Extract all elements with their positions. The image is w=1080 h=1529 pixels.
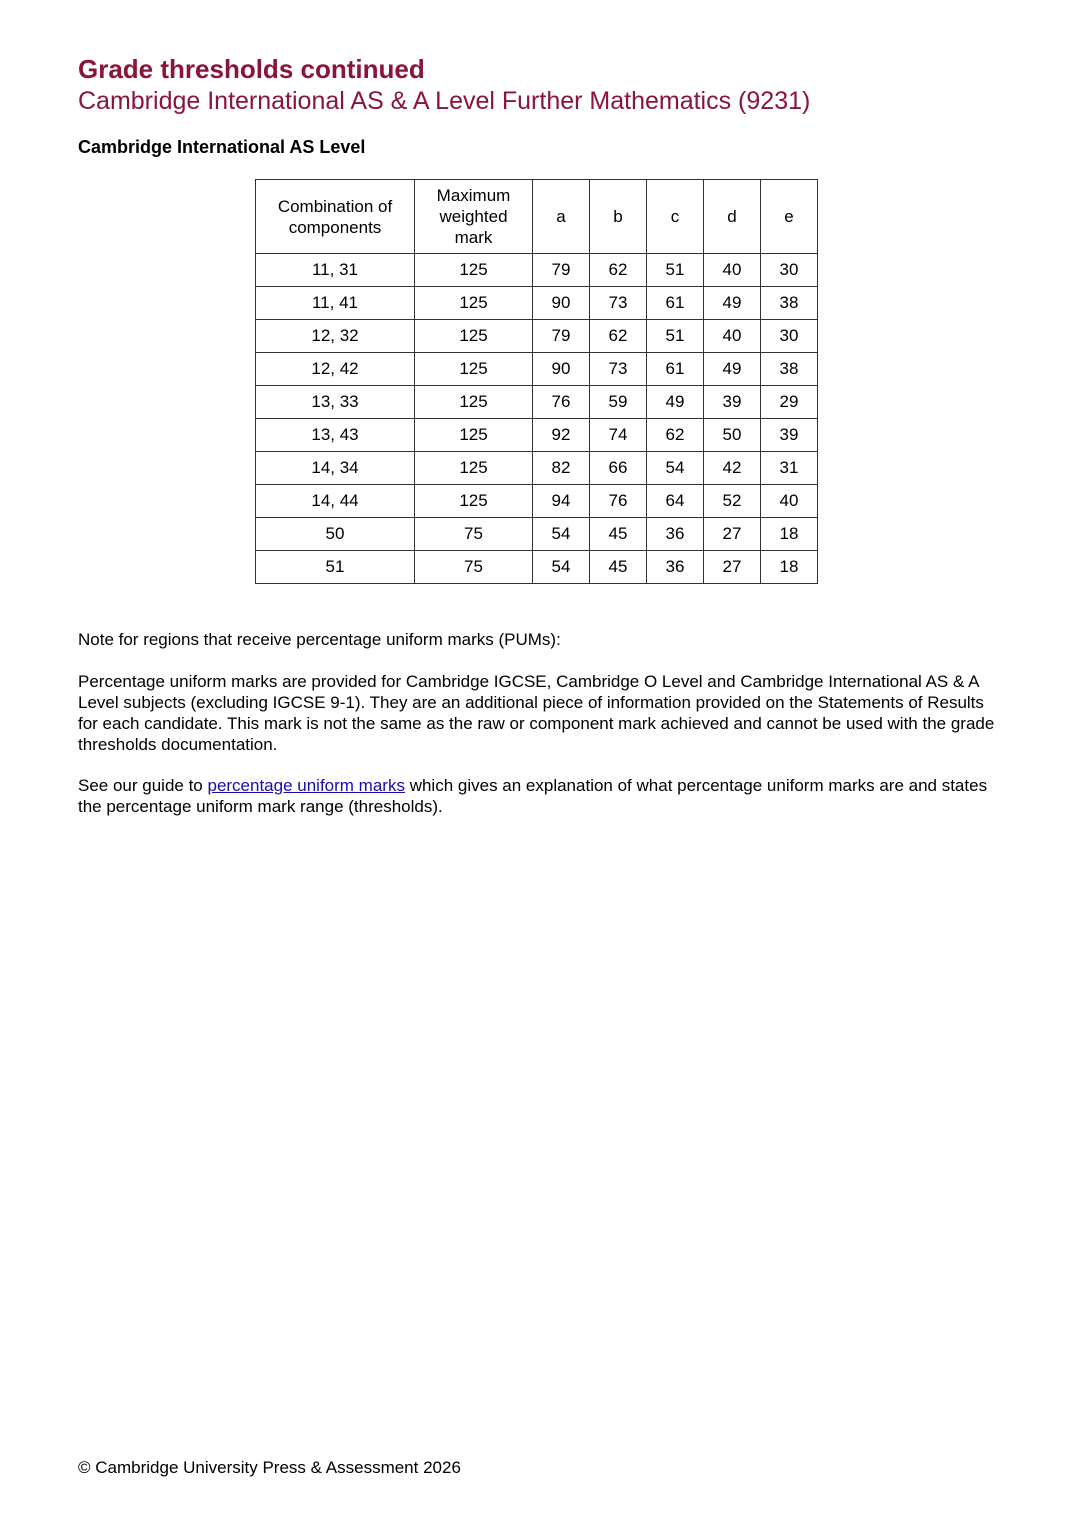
- cell-e: 29: [761, 386, 818, 419]
- header-combination: [256, 180, 415, 254]
- section-heading: Cambridge International AS Level: [78, 137, 366, 157]
- cell-d: 40: [704, 320, 761, 353]
- cell-a: 79: [533, 320, 590, 353]
- cell-d: 27: [704, 518, 761, 551]
- table-row: [256, 386, 818, 419]
- cell-max-mark: 125: [415, 419, 533, 452]
- cell-b: 62: [590, 254, 647, 287]
- header-grade-d: d: [704, 180, 761, 254]
- cell-e: 31: [761, 452, 818, 485]
- table-row: [256, 518, 818, 551]
- cell-max-mark: 125: [415, 452, 533, 485]
- cell-max-mark: 125: [415, 320, 533, 353]
- cell-a: 76: [533, 386, 590, 419]
- cell-b: 45: [590, 518, 647, 551]
- cell-b: 45: [590, 551, 647, 584]
- page-title: Grade thresholds continued: [78, 54, 425, 84]
- header-combination-label: Combination of components: [277, 196, 393, 237]
- table-row: [256, 353, 818, 386]
- footer-copyright: © Cambridge University Press & Assessment 2026: [78, 1458, 461, 1477]
- cell-combination: 13, 43: [256, 419, 415, 452]
- cell-d: 52: [704, 485, 761, 518]
- table-row: [256, 320, 818, 353]
- cell-d: 49: [704, 287, 761, 320]
- cell-c: 64: [647, 485, 704, 518]
- cell-c: 62: [647, 419, 704, 452]
- cell-c: 36: [647, 551, 704, 584]
- table-row: [256, 551, 818, 584]
- table-row: [256, 452, 818, 485]
- guide-prefix: See our guide to: [78, 776, 208, 795]
- cell-combination: 51: [256, 551, 415, 584]
- cell-c: 36: [647, 518, 704, 551]
- cell-c: 51: [647, 320, 704, 353]
- cell-combination: 12, 42: [256, 353, 415, 386]
- cell-c: 54: [647, 452, 704, 485]
- cell-combination: 11, 31: [256, 254, 415, 287]
- cell-e: 18: [761, 518, 818, 551]
- header-grade-c: c: [647, 180, 704, 254]
- cell-max-mark: 125: [415, 485, 533, 518]
- pum-note-heading: Note for regions that receive percentage uniform marks (PUMs):: [78, 630, 561, 649]
- table-row: [256, 485, 818, 518]
- cell-a: 92: [533, 419, 590, 452]
- cell-a: 54: [533, 518, 590, 551]
- cell-a: 79: [533, 254, 590, 287]
- guide-suffix: which gives an explanation of what percentage uniform marks are and states the percentage uniform mark range (thresholds).: [78, 776, 988, 816]
- cell-combination: 14, 34: [256, 452, 415, 485]
- cell-e: 38: [761, 353, 818, 386]
- header-grade-b: b: [590, 180, 647, 254]
- cell-b: 74: [590, 419, 647, 452]
- cell-e: 40: [761, 485, 818, 518]
- table-body: [256, 254, 818, 584]
- cell-max-mark: 125: [415, 254, 533, 287]
- page-subtitle: Cambridge International AS & A Level Further Mathematics (9231): [78, 87, 811, 115]
- cell-d: 49: [704, 353, 761, 386]
- cell-e: 30: [761, 320, 818, 353]
- cell-max-mark: 75: [415, 518, 533, 551]
- cell-c: 51: [647, 254, 704, 287]
- cell-b: 76: [590, 485, 647, 518]
- cell-b: 73: [590, 353, 647, 386]
- grade-thresholds-table: [255, 179, 818, 584]
- cell-d: 50: [704, 419, 761, 452]
- table-row: [256, 287, 818, 320]
- cell-e: 18: [761, 551, 818, 584]
- cell-d: 27: [704, 551, 761, 584]
- cell-combination: 12, 32: [256, 320, 415, 353]
- cell-e: 39: [761, 419, 818, 452]
- table-header-row: [256, 180, 818, 254]
- cell-a: 90: [533, 287, 590, 320]
- header-max-mark: [415, 180, 533, 254]
- cell-a: 54: [533, 551, 590, 584]
- cell-combination: 50: [256, 518, 415, 551]
- cell-d: 39: [704, 386, 761, 419]
- cell-b: 59: [590, 386, 647, 419]
- cell-b: 62: [590, 320, 647, 353]
- cell-combination: 11, 41: [256, 287, 415, 320]
- cell-d: 42: [704, 452, 761, 485]
- cell-a: 90: [533, 353, 590, 386]
- cell-d: 40: [704, 254, 761, 287]
- cell-e: 38: [761, 287, 818, 320]
- header-grade-e: e: [761, 180, 818, 254]
- pum-guide-link[interactable]: percentage uniform marks: [207, 776, 405, 795]
- cell-max-mark: 75: [415, 551, 533, 584]
- pum-guide-paragraph: [78, 775, 1008, 817]
- cell-combination: 13, 33: [256, 386, 415, 419]
- cell-b: 73: [590, 287, 647, 320]
- cell-c: 61: [647, 287, 704, 320]
- cell-max-mark: 125: [415, 386, 533, 419]
- cell-max-mark: 125: [415, 353, 533, 386]
- header-max-mark-label: Maximum weighted mark: [436, 186, 511, 247]
- cell-b: 66: [590, 452, 647, 485]
- cell-max-mark: 125: [415, 287, 533, 320]
- cell-combination: 14, 44: [256, 485, 415, 518]
- table-row: [256, 254, 818, 287]
- cell-c: 61: [647, 353, 704, 386]
- cell-a: 82: [533, 452, 590, 485]
- cell-c: 49: [647, 386, 704, 419]
- header-grade-a: a: [533, 180, 590, 254]
- cell-e: 30: [761, 254, 818, 287]
- table-row: [256, 419, 818, 452]
- pum-note-body: Percentage uniform marks are provided for Cambridge IGCSE, Cambridge O Level and Cambridge International AS & A Level subjects (excluding IGCSE 9-1). They are an additional piece of information provided on the Statements of Results for each candidate. This mark is not the same as the raw or component mark achieved and cannot be used with the grade thresholds documentation.: [78, 672, 995, 754]
- cell-a: 94: [533, 485, 590, 518]
